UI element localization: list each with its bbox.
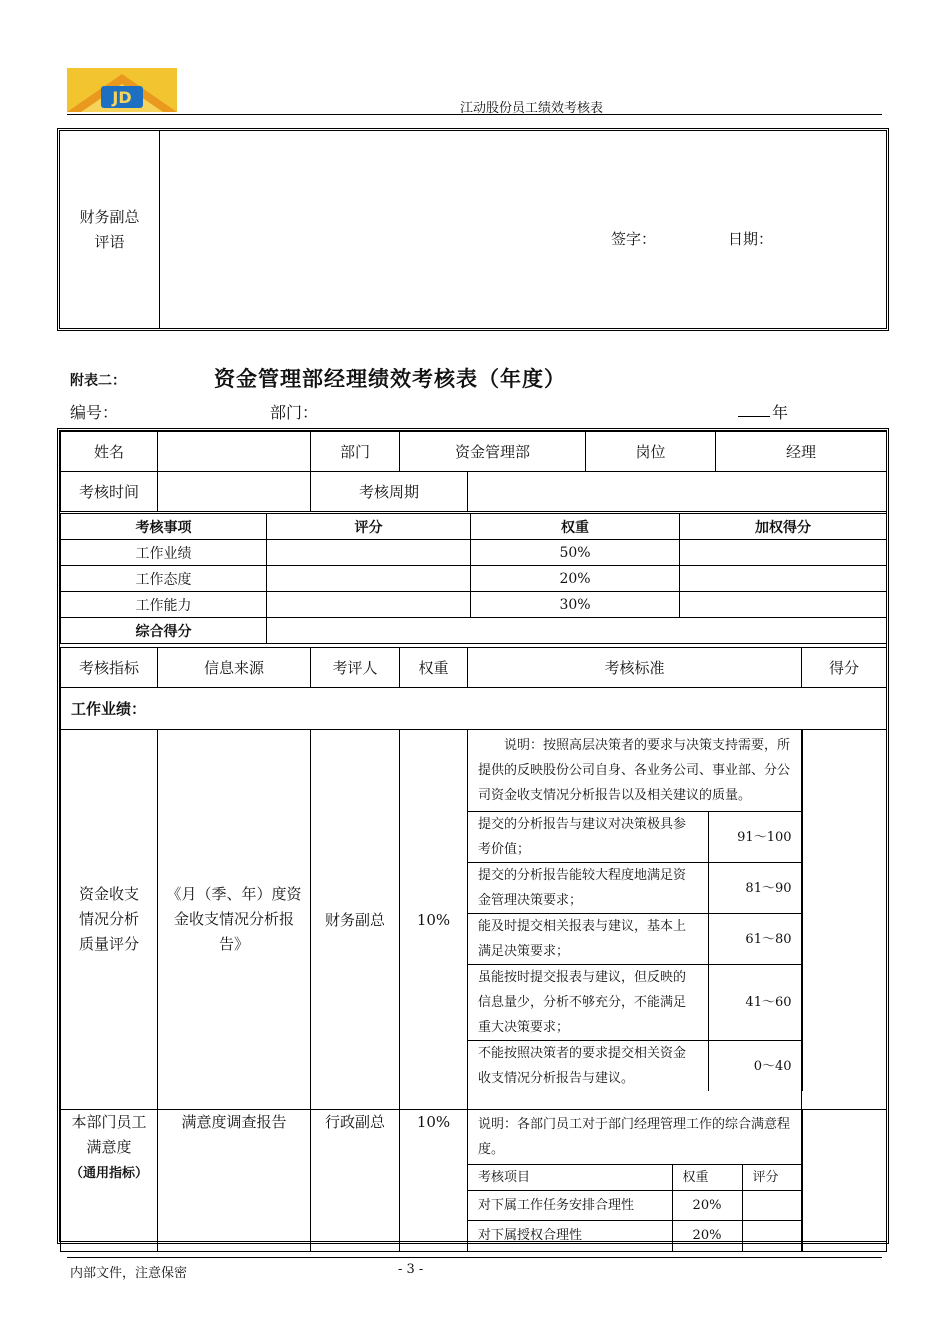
logo-graphic-icon: [67, 68, 177, 112]
sub-item: 对下属工作任务安排合理性: [468, 1191, 672, 1221]
score-cell[interactable]: [802, 1110, 887, 1252]
sub-weight: 20%: [672, 1221, 742, 1251]
summary-weight: 50%: [471, 540, 680, 566]
criteria-score: 0～40: [708, 1041, 802, 1092]
time-value[interactable]: [158, 472, 311, 512]
criteria-score: 91～100: [708, 812, 802, 863]
sign-label: 签字：: [611, 230, 657, 248]
name-label: 姓名: [61, 432, 158, 472]
indicator-cell: 本部门员工满意度 （通用指标）: [61, 1110, 158, 1252]
time-label: 考核时间: [61, 472, 158, 512]
dept-value: 资金管理部: [400, 432, 586, 472]
detail-header: 得分: [802, 648, 887, 688]
summary-weighted[interactable]: [680, 540, 887, 566]
summary-item: 工作态度: [61, 566, 267, 592]
sub-item: 对下属授权合理性: [468, 1221, 672, 1251]
dept-label: 部门：: [270, 403, 319, 422]
sub-header: 评分: [742, 1165, 802, 1191]
criteria-level: 不能按照决策者的要求提交相关资金收支情况分析报告与建议。: [468, 1041, 708, 1092]
name-value[interactable]: [158, 432, 311, 472]
header-divider: [67, 114, 882, 115]
detail-header: 考核标准: [468, 648, 802, 688]
footer-confidential: 内部文件，注意保密: [70, 1266, 188, 1281]
year-label: 年: [772, 403, 789, 422]
weight-cell: 10%: [400, 730, 468, 1110]
summary-score[interactable]: [267, 566, 471, 592]
assessment-form: [57, 428, 889, 1244]
criteria-description: 说明：各部门员工对于部门经理管理工作的综合满意程度。: [468, 1110, 802, 1165]
cycle-value[interactable]: [468, 472, 887, 512]
summary-header: 考核事项: [61, 514, 267, 540]
summary-score[interactable]: [267, 540, 471, 566]
rater-cell: 行政副总: [311, 1110, 400, 1252]
comment-label: 财务副总 评语: [60, 131, 160, 328]
detail-header: 权重: [400, 648, 468, 688]
year-blank[interactable]: [738, 416, 770, 417]
appendix-label: 附表二：: [70, 373, 126, 389]
post-value: 经理: [716, 432, 887, 472]
satisfaction-table: [468, 1110, 803, 1251]
summary-weighted[interactable]: [680, 566, 887, 592]
summary-item: 工作业绩: [61, 540, 267, 566]
criteria-description: 说明：按照高层决策者的要求与决策支持需要，所提供的反映股份公司自身、各业务公司、事业部、分公司资金收支情况分析报告以及相关建议的质量。: [468, 730, 802, 812]
page-number: - 3 -: [398, 1262, 424, 1277]
criteria-table: [468, 730, 803, 1091]
criteria-level: 虽能按时提交报表与建议，但反映的信息量少，分析不够充分，不能满足重大决策要求；: [468, 965, 708, 1041]
sub-score[interactable]: [742, 1221, 802, 1251]
summary-weight: 30%: [471, 592, 680, 618]
doc-title: 江动股份员工绩效考核表: [460, 101, 604, 116]
rater-cell: 财务副总: [311, 730, 400, 1110]
company-logo: [67, 68, 177, 112]
dept-label-cell: 部门: [311, 432, 400, 472]
criteria-level: 提交的分析报告与建议对决策极具参考价值；: [468, 812, 708, 863]
table-row: [61, 540, 887, 566]
sub-score[interactable]: [742, 1191, 802, 1221]
total-label: 综合得分: [61, 618, 267, 644]
detail-header: 考评人: [311, 648, 400, 688]
total-value[interactable]: [267, 618, 887, 644]
detail-header: 考核指标: [61, 648, 158, 688]
criteria-cell: [468, 730, 802, 1110]
number-label: 编号：: [70, 403, 119, 422]
date-label: 日期：: [728, 230, 774, 248]
svg-text:JD: JD: [112, 88, 132, 107]
cycle-label: 考核周期: [311, 472, 468, 512]
detail-table: [60, 647, 887, 1252]
summary-weighted[interactable]: [680, 592, 887, 618]
vp-finance-comment-box: [57, 128, 889, 331]
summary-weight: 20%: [471, 566, 680, 592]
score-cell[interactable]: [802, 730, 887, 1110]
sub-header: 权重: [672, 1165, 742, 1191]
criteria-score: 81～90: [708, 863, 802, 914]
indicator-cell: 资金收支情况分析质量评分: [61, 730, 158, 1110]
table-row: [61, 618, 887, 644]
source-cell: 满意度调查报告: [158, 1110, 311, 1252]
weight-cell: 10%: [400, 1110, 468, 1252]
criteria-level: 提交的分析报告能较大程度地满足资金管理决策要求；: [468, 863, 708, 914]
summary-table: [60, 513, 887, 644]
footer-divider: [67, 1257, 882, 1258]
table-row: [61, 566, 887, 592]
section-label: 工作业绩：: [61, 688, 887, 730]
summary-item: 工作能力: [61, 592, 267, 618]
info-table: [60, 431, 887, 512]
detail-header: 信息来源: [158, 648, 311, 688]
criteria-score: 61～80: [708, 914, 802, 965]
summary-score[interactable]: [267, 592, 471, 618]
criteria-score: 41～60: [708, 965, 802, 1041]
post-label: 岗位: [586, 432, 716, 472]
form-title: 资金管理部经理绩效考核表（年度）: [214, 366, 566, 391]
source-cell: 《月（季、年）度资金收支情况分析报告》: [158, 730, 311, 1110]
summary-header: 权重: [471, 514, 680, 540]
criteria-cell: [468, 1110, 802, 1252]
table-row: [61, 592, 887, 618]
summary-header: 评分: [267, 514, 471, 540]
criteria-level: 能及时提交相关报表与建议，基本上满足决策要求；: [468, 914, 708, 965]
sub-header: 考核项目: [468, 1165, 672, 1191]
summary-header: 加权得分: [680, 514, 887, 540]
sub-weight: 20%: [672, 1191, 742, 1221]
